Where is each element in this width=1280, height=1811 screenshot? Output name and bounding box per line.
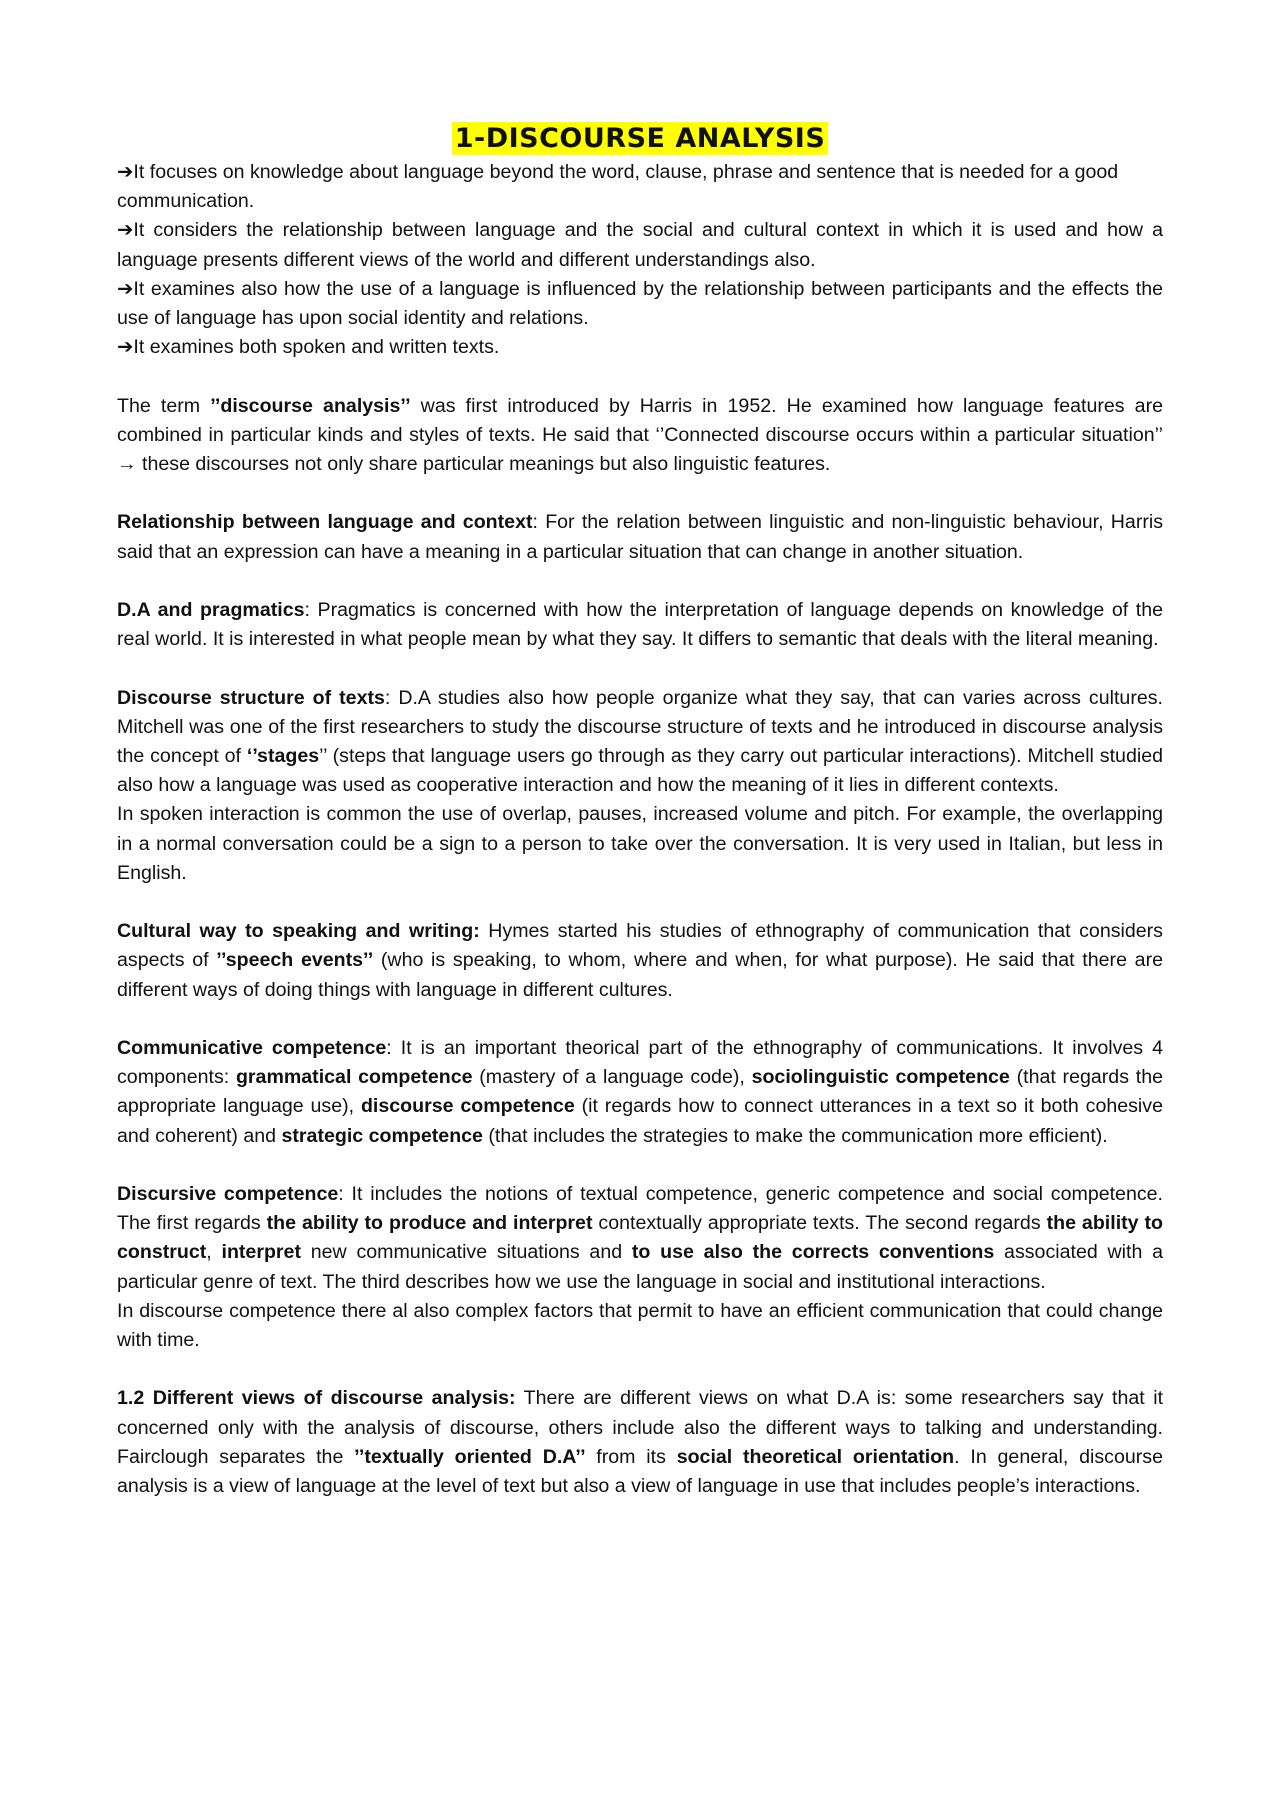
bold-run: ‘’stages <box>246 745 320 767</box>
paragraph-pragmatics <box>117 596 1163 654</box>
text-run: contextually appropriate texts. The second regards <box>592 1212 1047 1235</box>
section-heading: 1.2 Different views of discourse analysis: <box>117 1387 516 1410</box>
text-run: (who is speaking, to whom, where and when, for what purpose). He said that there are different ways of doing things with language in different cultures. <box>117 949 1163 1001</box>
intro-bullet <box>117 216 1163 274</box>
bold-run: to use also the corrects conventions <box>631 1241 995 1264</box>
arrow-icon: ➔ <box>117 336 134 359</box>
bullet-text: It examines both spoken and written texts. <box>133 336 500 359</box>
text-run: : For the relation between linguistic and non-linguistic behaviour, Harris said that an expression can have a meaning in a particular situation that can change in another situation. <box>117 511 1164 563</box>
text-run: was first introduced by Harris in 1952. He examined how language features are combined in particular kinds and styles of texts. He said that ‘’Connected discourse occurs within a particular situation’’ → these discourses not only share particular meanings but also linguistic features. <box>117 394 1163 476</box>
arrow-icon: ➔ <box>117 277 134 300</box>
text-run: : It is an important theorical part of the ethnography of communications. It involves 4 components: <box>117 1037 1163 1089</box>
paragraph-relationship <box>117 508 1163 566</box>
text-run: (that includes the strategies to make the communication more efficient). <box>482 1124 1108 1147</box>
text-run: There are different views on what D.A is: some researchers say that it concerned only with the analysis of discourse, others include also the different ways to talking and understanding. Fairclough separates the <box>117 1387 1164 1468</box>
text-run: : D.A studies also how people organize what they say, that can varies across cultures. Mitchell was one of the first researchers to study the discourse structure of texts and he introduced in discourse analysis the concept of <box>117 686 1163 767</box>
bold-run: ’’textually oriented D.A’’ <box>354 1445 586 1468</box>
document-body <box>117 120 1163 1501</box>
intro-bullet <box>117 333 1163 362</box>
paragraph-spoken-interaction: In spoken interaction is common the use of overlap, pauses, increased volume and pitch. For example, the overlapping in a normal conversation could be a sign to a person to take over the conversation. It is very used in Italian, but less in English. <box>117 803 1163 884</box>
paragraph-discursive <box>117 1180 1163 1297</box>
text-run: : Pragmatics is concerned with how the interpretation of language depends on knowledge of the real world. It is interested in what people mean by what they say. It differs to semantic that deals with the literal meaning. <box>117 599 1163 651</box>
bold-run: social theoretical orientation <box>676 1445 955 1468</box>
bullet-text: It focuses on knowledge about language beyond the word, clause, phrase and sentence that is needed for a good communication. <box>117 161 1119 213</box>
bold-run: discourse competence <box>360 1095 575 1118</box>
intro-bullet <box>117 275 1163 333</box>
text-run: , <box>206 1241 222 1264</box>
bold-run: ’’discourse analysis’’ <box>210 394 411 417</box>
paragraph-cultural <box>117 917 1163 1005</box>
text-run: (it regards how to connect utterances in a text so it both cohesive and coherent) and <box>117 1095 1163 1147</box>
paragraph-discourse-competence: In discourse competence there al also complex factors that permit to have an efficient communication that could change with time. <box>117 1299 1163 1352</box>
paragraph-structure <box>117 684 1163 801</box>
bold-run: the ability to construct <box>117 1212 1163 1264</box>
title-row <box>117 120 1163 158</box>
arrow-icon: ➔ <box>117 161 134 183</box>
bold-run: sociolinguistic competence <box>751 1066 1010 1089</box>
text-run: The term <box>117 394 211 417</box>
text-run: : It includes the notions of textual competence, generic competence and social competence. The first regards <box>117 1183 1163 1235</box>
section-heading: Discourse structure of texts <box>117 686 385 709</box>
text-run: new communicative situations and <box>300 1241 632 1264</box>
paragraph-views <box>117 1384 1163 1501</box>
bullet-text: It considers the relationship between language and the social and cultural context in which it is used and how a language presents different views of the world and different understandings also. <box>117 219 1163 271</box>
bold-run: ’’speech events’’ <box>216 949 374 972</box>
text-run: from its <box>585 1445 677 1468</box>
bullet-text: It examines also how the use of a language is influenced by the relationship between participants and the effects the use of language has upon social identity and relations. <box>117 277 1163 330</box>
arrow-icon: ➔ <box>117 219 134 242</box>
text-run: . In general, discourse analysis is a view of language at the level of text but also a view of language in use that includes people’s interactions. <box>117 1445 1163 1498</box>
section-heading: Communicative competence <box>117 1037 387 1059</box>
section-heading: D.A and pragmatics <box>117 599 305 621</box>
text-run: associated with a particular genre of text. The third describes how we use the language in social and institutional interactions. <box>117 1241 1164 1293</box>
text-run: (that regards the appropriate language use), <box>117 1066 1163 1118</box>
page-title: 1-DISCOURSE ANALYSIS <box>452 122 829 155</box>
bold-run: grammatical competence <box>235 1066 473 1089</box>
section-heading: Relationship between language and context <box>117 511 533 534</box>
text-run: ’’ (steps that language users go through as they carry out particular interactions). Mitchell studied also how a language was used as cooperative interaction and how the meaning of it lies in different contexts. <box>117 745 1163 797</box>
bold-run: strategic competence <box>281 1124 483 1147</box>
paragraph-harris <box>117 392 1163 480</box>
text-run: Hymes started his studies of ethnography of communication that considers aspects of <box>117 920 1163 972</box>
section-heading: Cultural way to speaking and writing: <box>117 920 480 943</box>
paragraph-communicative <box>117 1034 1163 1151</box>
text-run: (mastery of a language code), <box>472 1066 752 1089</box>
bold-run: interpret <box>221 1241 301 1264</box>
intro-bullet <box>117 158 1163 216</box>
bold-run: the ability to produce and interpret <box>266 1212 593 1235</box>
section-heading: Discursive competence <box>117 1183 339 1205</box>
